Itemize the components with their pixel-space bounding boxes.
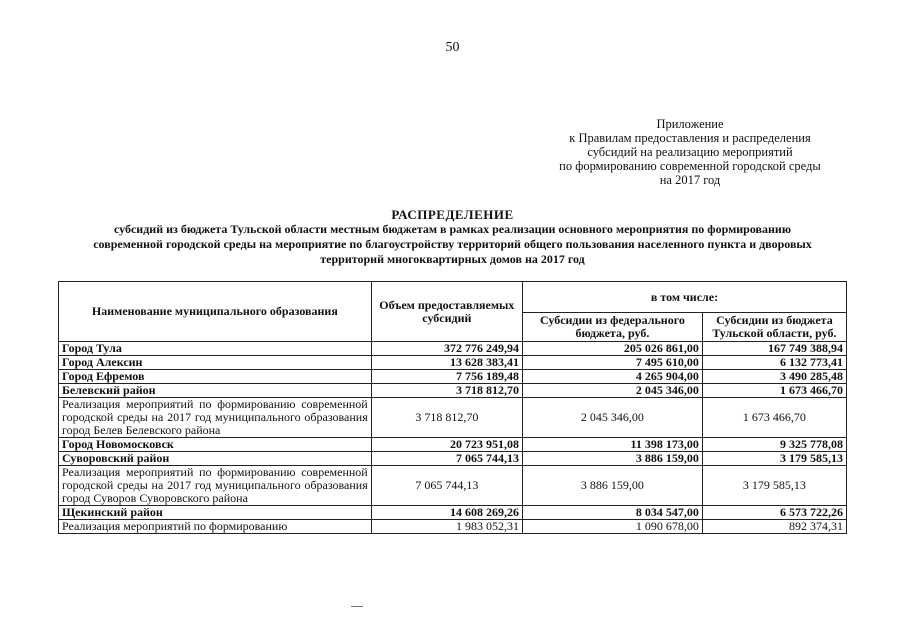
row-federal: 7 495 610,00	[522, 356, 702, 370]
row-regional: 3 490 285,48	[702, 370, 846, 384]
row-total: 1 983 052,31	[371, 520, 522, 534]
appendix-line: Приложение	[656, 117, 724, 131]
row-total: 7 065 744,13	[371, 466, 522, 506]
header-including: в том числе:	[522, 282, 846, 313]
document-subtitle	[50, 222, 855, 267]
row-regional: 892 374,31	[702, 520, 846, 534]
row-total: 20 723 951,08	[371, 438, 522, 452]
row-federal: 205 026 861,00	[522, 342, 702, 356]
table-row	[59, 398, 847, 438]
row-name: Город Ефремов	[59, 370, 372, 384]
page-number: 50	[445, 40, 460, 55]
row-regional: 1 673 466,70	[702, 398, 846, 438]
row-regional: 3 179 585,13	[702, 466, 846, 506]
row-name: Белевский район	[59, 384, 372, 398]
appendix-line: по формированию современной городской среды	[559, 159, 821, 173]
row-total: 7 756 189,48	[371, 370, 522, 384]
table-row	[59, 342, 847, 356]
table-row	[59, 384, 847, 398]
table-row	[59, 466, 847, 506]
header-regional: Субсидии из бюджета Тульской области, руб.	[702, 313, 846, 342]
row-name: Реализация мероприятий по формированию	[59, 520, 372, 534]
row-name: Город Новомосковск	[59, 438, 372, 452]
row-name: Реализация мероприятий по формированию современной городской среды на 2017 год муниципального образования город Белев Белевского района	[59, 398, 372, 438]
row-federal: 11 398 173,00	[522, 438, 702, 452]
row-total: 3 718 812,70	[371, 384, 522, 398]
row-regional: 9 325 778,08	[702, 438, 846, 452]
table-row	[59, 438, 847, 452]
table-row	[59, 356, 847, 370]
distribution-table	[58, 281, 847, 534]
row-total: 372 776 249,94	[371, 342, 522, 356]
page-footer-mark	[351, 606, 363, 607]
row-name: Город Тула	[59, 342, 372, 356]
table-body	[59, 342, 847, 534]
subtitle-line: современной городской среды на мероприятие по благоустройству территорий общего пользования населенного пункта и дворовых	[93, 237, 812, 251]
table-row	[59, 370, 847, 384]
row-federal: 2 045 346,00	[522, 384, 702, 398]
document-title: РАСПРЕДЕЛЕНИЕ	[391, 207, 514, 222]
header-total: Объем предоставляемых субсидий	[371, 282, 522, 342]
row-total: 14 608 269,26	[371, 506, 522, 520]
appendix-note	[520, 117, 860, 187]
row-federal: 3 886 159,00	[522, 452, 702, 466]
row-federal: 1 090 678,00	[522, 520, 702, 534]
row-name: Реализация мероприятий по формированию современной городской среды на 2017 год муниципального образования город Суворов Суворовского района	[59, 466, 372, 506]
appendix-line: к Правилам предоставления и распределения	[569, 131, 811, 145]
row-federal: 2 045 346,00	[522, 398, 702, 438]
row-federal: 4 265 904,00	[522, 370, 702, 384]
row-regional: 3 179 585,13	[702, 452, 846, 466]
table-row	[59, 452, 847, 466]
subtitle-line: территорий многоквартирных домов на 2017 год	[320, 252, 585, 266]
table-row	[59, 520, 847, 534]
row-name: Щекинский район	[59, 506, 372, 520]
row-regional: 167 749 388,94	[702, 342, 846, 356]
row-total: 7 065 744,13	[371, 452, 522, 466]
header-name: Наименование муниципального образования	[59, 282, 372, 342]
header-federal: Субсидии из федерального бюджета, руб.	[522, 313, 702, 342]
row-name: Город Алексин	[59, 356, 372, 370]
row-regional: 6 132 773,41	[702, 356, 846, 370]
appendix-line: на 2017 год	[659, 173, 721, 187]
row-regional: 6 573 722,26	[702, 506, 846, 520]
row-total: 3 718 812,70	[371, 398, 522, 438]
row-regional: 1 673 466,70	[702, 384, 846, 398]
row-federal: 3 886 159,00	[522, 466, 702, 506]
row-federal: 8 034 547,00	[522, 506, 702, 520]
row-total: 13 628 383,41	[371, 356, 522, 370]
row-name: Суворовский район	[59, 452, 372, 466]
appendix-line: субсидий на реализацию мероприятий	[587, 145, 793, 159]
subtitle-line: субсидий из бюджета Тульской области местным бюджетам в рамках реализации основного мероприятия по формированию	[113, 222, 792, 236]
table-row	[59, 506, 847, 520]
